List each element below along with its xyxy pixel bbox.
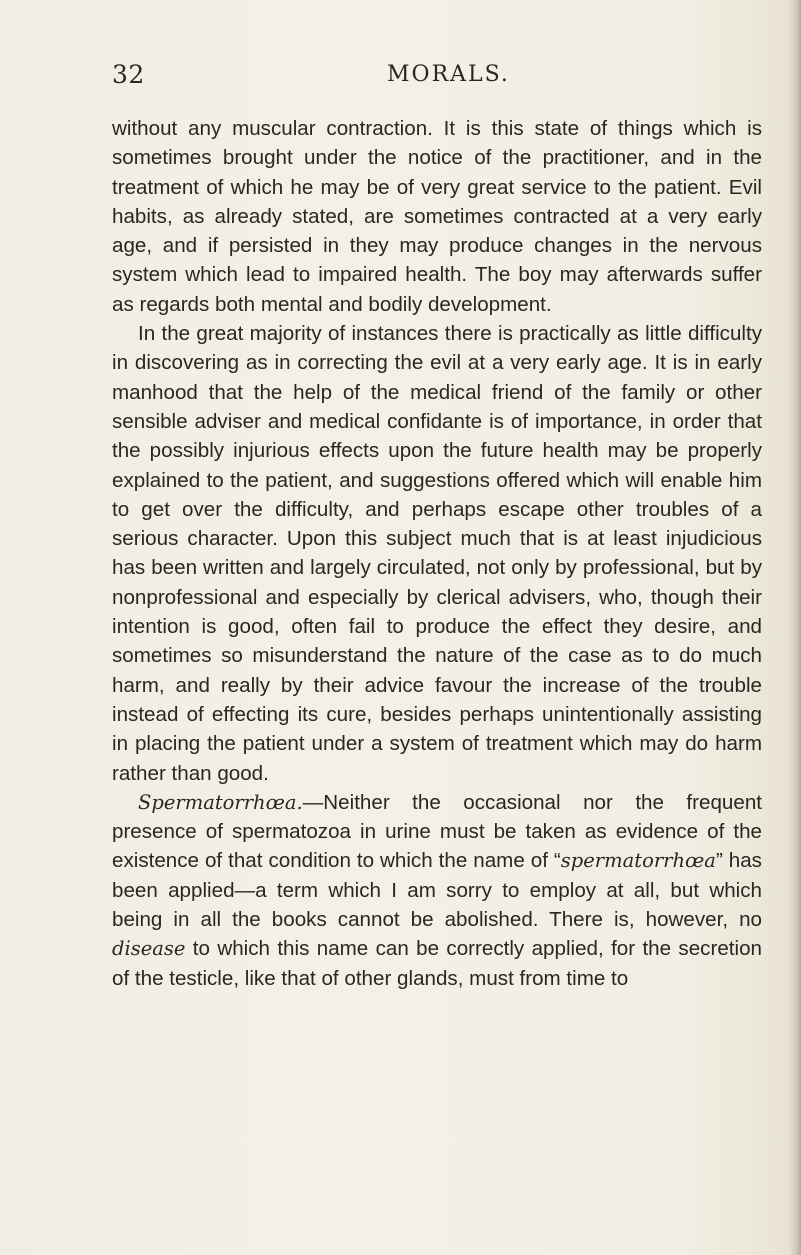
- running-head: MORALS.: [387, 62, 510, 87]
- page-number: 32: [112, 60, 145, 89]
- section-heading-spermatorrhoea: Spermatorrhœa.: [138, 790, 303, 814]
- paragraph-3-text-c: to which this name can be correctly applied, for the secretion of the testicle, like that of other glands, must from time to: [112, 937, 762, 990]
- paragraph-2: In the great majority of instances there is practically as little difficulty in discovering as in correcting the evil at a very early age. It is in early manhood that the help of the medical friend of the family or other sensible adviser and medical confidante is of importance, in order that the possibly injurious effects upon the future health may be properly explained to the patient, and suggestions offered which will enable him to get over the difficulty, and perhaps escape other troubles of a serious character. Upon this subject much that is at least injudicious has been written and largely circulated, not only by professional, but by nonprofessional and especially by clerical advisers, who, though their intention is good, often fail to produce the effect they desire, and sometimes so misunderstand the nature of the case as to do much harm, and really by their advice favour the increase of the trouble instead of effecting its cure, besides perhaps unintentionally assisting in placing the patient under a system of treatment which may do harm rather than good.: [112, 322, 762, 785]
- paragraph-3-text-a: —Neither the occasional nor the frequent presence of spermatozoa in urine must be taken as evidence of the existence of that condition to which the name of “: [112, 790, 762, 873]
- paragraph-1: without any muscular contraction. It is this state of things which is sometimes brought under the notice of the practitioner, and in the treatment of which he may be of very great service to the patient. Evil habits, as already stated, are sometimes contracted at a very early age, and if persisted in they may produce changes in the nervous system which lead to impaired health. The boy may afterwards suffer as regards both mental and bodily development.: [112, 117, 762, 316]
- paragraph-3: [112, 788, 762, 993]
- emphasized-word-disease: disease: [112, 937, 186, 961]
- page-edge-shadow: [789, 0, 801, 1255]
- paragraph-3-text-b: ” has been applied—a term which I am sorry to employ at all, but which being in all the books cannot be abolished. There is, however, no: [112, 849, 762, 932]
- page-header: [112, 56, 762, 96]
- body-text: [112, 114, 762, 993]
- quoted-term: spermatorrhœa: [560, 849, 716, 873]
